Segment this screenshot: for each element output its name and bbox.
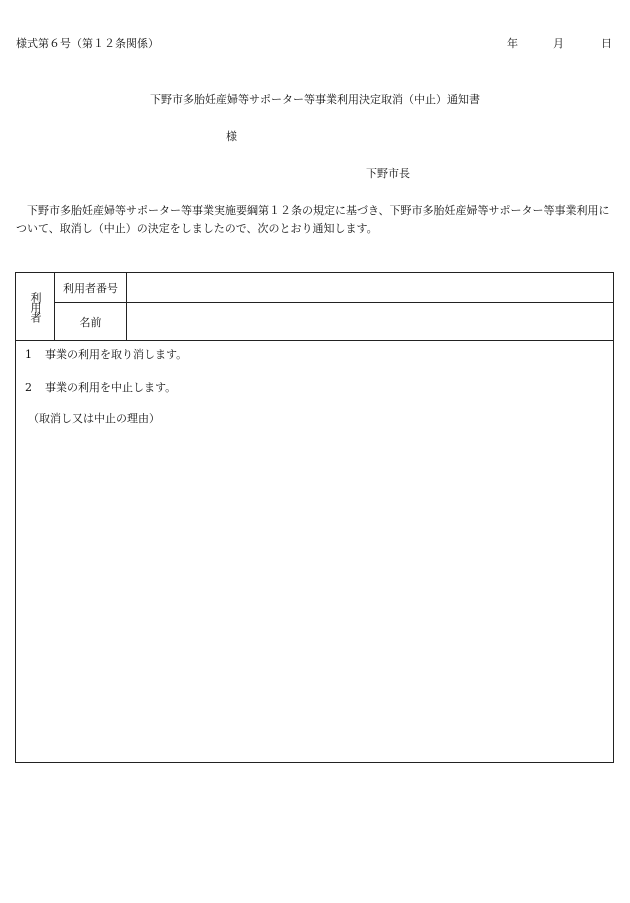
name-label-cell xyxy=(55,303,127,340)
form-number-label: 様式第６号（第１２条関係） xyxy=(16,37,159,50)
notice-form-table xyxy=(15,272,614,763)
user-group-cell xyxy=(16,273,55,340)
date-day-label: 日 xyxy=(601,37,612,50)
document-title: 下野市多胎妊産婦等サポーター等事業利用決定取消（中止）通知書 xyxy=(150,93,480,106)
name-field[interactable] xyxy=(127,303,613,340)
user-number-label-cell xyxy=(55,273,127,303)
table-divider xyxy=(16,340,613,341)
reason-label: （取消し又は中止の理由） xyxy=(28,412,160,425)
user-number-field[interactable] xyxy=(127,273,613,303)
date-year-label: 年 xyxy=(507,37,518,50)
option-suspend xyxy=(25,379,176,395)
addressee-suffix: 様 xyxy=(226,130,237,143)
date-month-label: 月 xyxy=(553,37,564,50)
option-cancel xyxy=(25,346,187,362)
body-paragraph: 下野市多胎妊産婦等サポーター等事業実施要綱第１２条の規定に基づき、下野市多胎妊産婦等サポーター等事業利用について、取消し（中止）の決定をしましたので、次のとおり通知します。 xyxy=(16,204,610,235)
option-text: 事業の利用を取り消します。 xyxy=(45,348,188,361)
user-group-label: 利用者 xyxy=(29,291,42,322)
option-number: 1 xyxy=(25,348,32,361)
issuer-name: 下野市長 xyxy=(366,167,410,180)
option-number: 2 xyxy=(25,381,32,394)
option-text: 事業の利用を中止します。 xyxy=(45,381,177,394)
user-number-label: 利用者番号 xyxy=(63,281,118,295)
name-label: 名前 xyxy=(79,315,102,329)
